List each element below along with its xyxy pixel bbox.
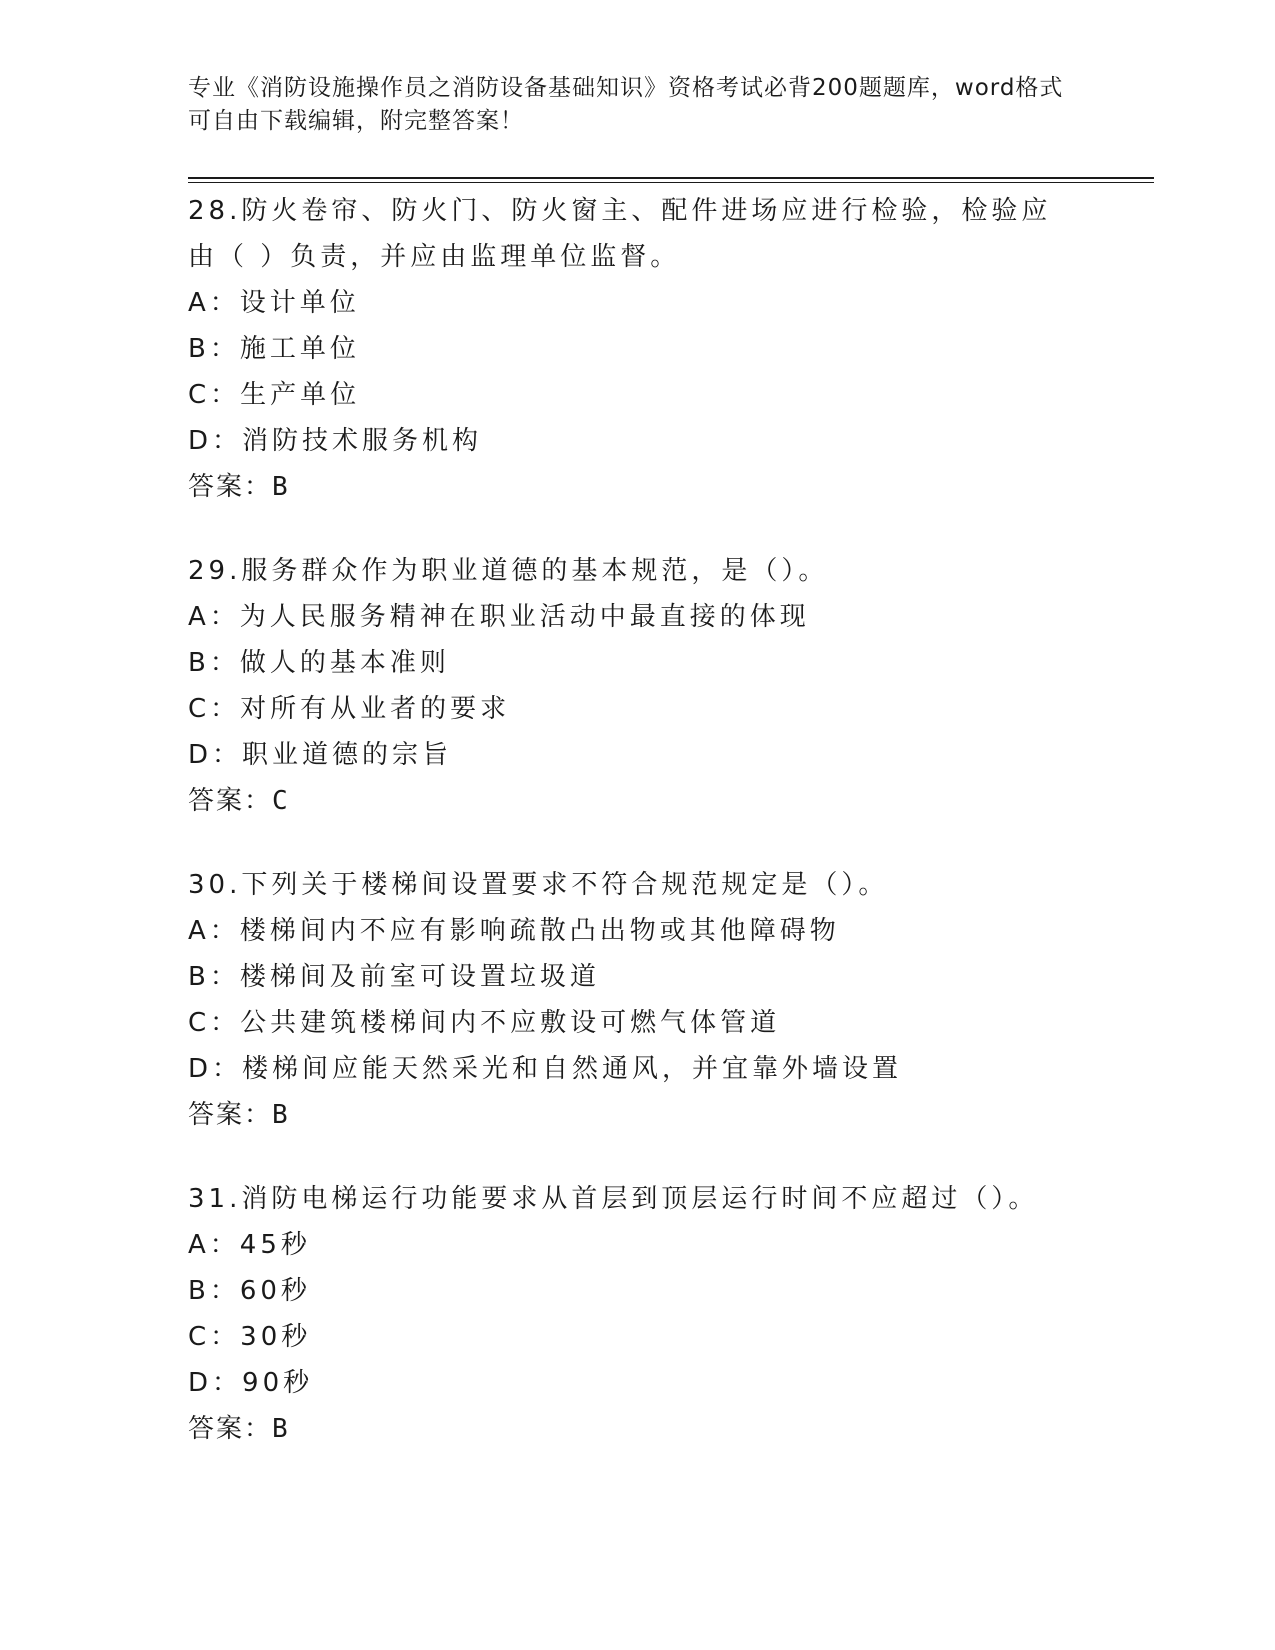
option-b: B：60秒	[188, 1276, 311, 1306]
header-divider-thick	[188, 177, 1154, 179]
question-stem: 30.下列关于楼梯间设置要求不符合规范规定是（）。	[188, 870, 889, 900]
option-c: C：生产单位	[188, 380, 361, 410]
document-header: 专业《消防设施操作员之消防设备基础知识》资格考试必背200题题库，word格式可自由下载编辑，附完整答案！	[188, 75, 1064, 134]
header-divider-thin	[188, 182, 1154, 183]
answer-line: 答案：B	[188, 1414, 290, 1444]
option-b: B：做人的基本准则	[188, 648, 450, 678]
option-a: A：45秒	[188, 1230, 311, 1260]
option-d: D：90秒	[188, 1368, 314, 1398]
option-a: A：设计单位	[188, 288, 360, 318]
question-stem: 29.服务群众作为职业道德的基本规范，是（）。	[188, 556, 829, 586]
option-d: D：楼梯间应能天然采光和自然通风，并宜靠外墙设置	[188, 1054, 903, 1084]
question-item	[188, 862, 1154, 1138]
option-a: A：为人民服务精神在职业活动中最直接的体现	[188, 602, 810, 632]
option-b: B：楼梯间及前室可设置垃圾道	[188, 962, 600, 992]
answer-line: 答案：B	[188, 472, 290, 502]
answer-line: 答案：B	[188, 1100, 290, 1130]
option-c: C：30秒	[188, 1322, 312, 1352]
option-a: A：楼梯间内不应有影响疏散凸出物或其他障碍物	[188, 916, 840, 946]
question-item	[188, 188, 1154, 510]
question-stem: 28.防火卷帘、防火门、防火窗主、配件进场应进行检验，检验应由（ ）负责，并应由监理单位监督。	[188, 196, 1052, 272]
question-stem: 31.消防电梯运行功能要求从首层到顶层运行时间不应超过（）。	[188, 1184, 1039, 1214]
question-list	[188, 188, 1154, 1490]
answer-line: 答案：C	[188, 786, 290, 816]
option-c: C：对所有从业者的要求	[188, 694, 511, 724]
option-c: C：公共建筑楼梯间内不应敷设可燃气体管道	[188, 1008, 781, 1038]
option-d: D：消防技术服务机构	[188, 426, 483, 456]
option-d: D：职业道德的宗旨	[188, 740, 453, 770]
question-item	[188, 548, 1154, 824]
question-item	[188, 1176, 1154, 1452]
option-b: B：施工单位	[188, 334, 360, 364]
